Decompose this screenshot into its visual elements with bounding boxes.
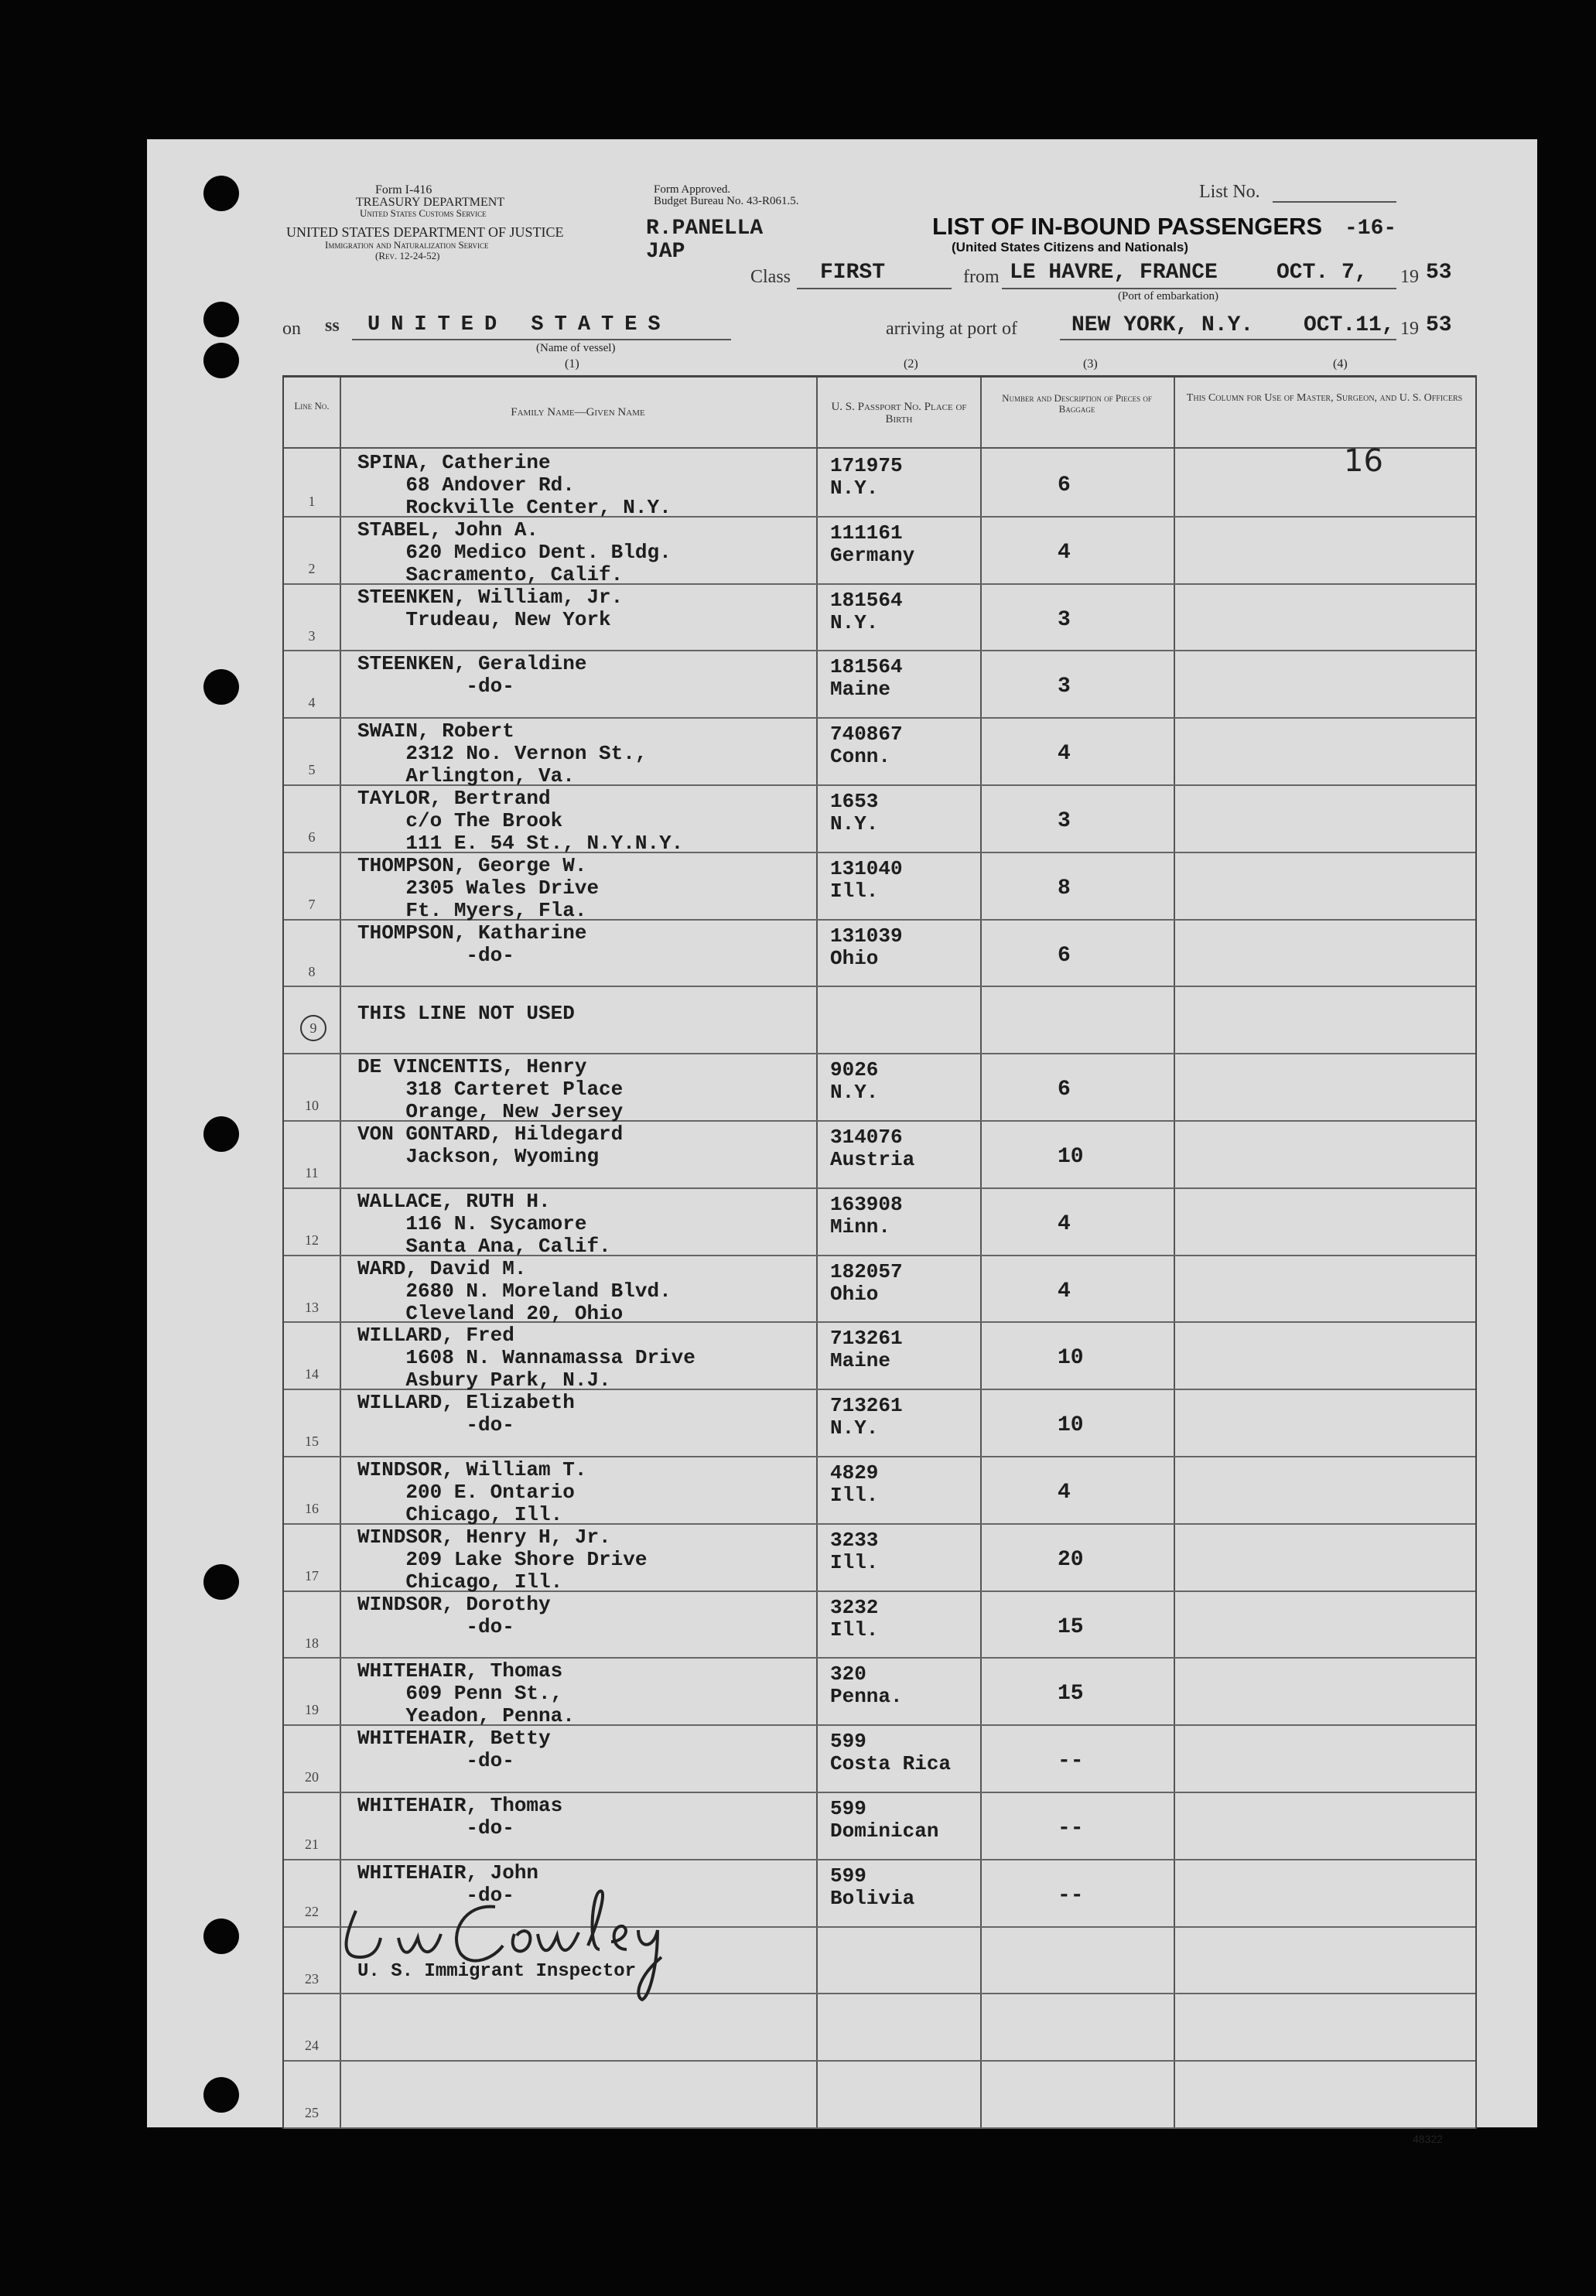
- col-header-line: Line No.: [294, 400, 330, 412]
- passenger-name-address: SPINA, Catherine 68 Andover Rd. Rockville Center, N.Y.: [357, 451, 672, 519]
- passport-birthplace: 131039 Ohio: [830, 924, 903, 970]
- passport-birthplace: 111161 Germany: [830, 521, 915, 567]
- line-number: 7: [308, 896, 316, 912]
- from-line: [1002, 288, 1396, 289]
- inspector-signature: [333, 1872, 766, 2011]
- line-number: 22: [305, 1903, 319, 1919]
- column-number-4: (4): [1333, 357, 1348, 371]
- arrival-line: [1060, 339, 1396, 340]
- list-no-label: List No.: [1199, 182, 1260, 202]
- row-divider: [284, 1792, 1475, 1793]
- column-number-3: (3): [1083, 357, 1098, 371]
- baggage-count: 3: [1058, 675, 1071, 699]
- col-header-officers: This Column for Use of Master, Surgeon, and U. S. Officers: [1186, 392, 1463, 404]
- embark-year: 53: [1426, 261, 1452, 285]
- class-line: [797, 288, 952, 289]
- baggage-count: 10: [1058, 1413, 1084, 1438]
- baggage-count: 4: [1058, 742, 1071, 767]
- agent-name: R.PANELLA: [646, 217, 764, 241]
- line-number: 17: [305, 1567, 319, 1584]
- baggage-count: 6: [1058, 473, 1071, 497]
- line-number: 12: [305, 1232, 319, 1248]
- passenger-name-address: THIS LINE NOT USED: [357, 1002, 575, 1026]
- embark-year-prefix: 19: [1400, 267, 1419, 287]
- arrival-port: NEW YORK, N.Y.: [1071, 313, 1254, 337]
- form-number: Form I-416: [375, 183, 432, 196]
- col-divider: [340, 378, 341, 2127]
- embark-port: LE HAVRE, FRANCE: [1010, 261, 1218, 285]
- baggage-count: --: [1058, 1749, 1084, 1774]
- passenger-name-address: DE VINCENTIS, Henry 318 Carteret Place Orange, New Jersey: [357, 1055, 624, 1124]
- passenger-table: [282, 375, 1477, 2129]
- on-label: on: [282, 319, 301, 339]
- passenger-name-address: WARD, David M. 2680 N. Moreland Blvd. Cleveland 20, Ohio: [357, 1256, 672, 1325]
- passport-birthplace: 713261 N.Y.: [830, 1394, 903, 1440]
- list-no-line: [1273, 201, 1396, 203]
- col-header-name: Family Name—Given Name: [511, 406, 645, 419]
- line-number: 24: [305, 2038, 319, 2054]
- passport-birthplace: 3232 Ill.: [830, 1595, 879, 1642]
- passport-birthplace: 181564 N.Y.: [830, 588, 903, 634]
- passenger-name-address: WALLACE, RUTH H. 116 N. Sycamore Santa Ana, Calif.: [357, 1189, 611, 1258]
- line-number: 20: [305, 1769, 319, 1785]
- baggage-count: 15: [1058, 1614, 1084, 1639]
- passenger-name-address: WHITEHAIR, John -do-: [357, 1860, 539, 1907]
- row-divider: [284, 1456, 1475, 1457]
- agent-initials: JAP: [646, 240, 685, 264]
- passenger-name-address: STABEL, John A. 620 Medico Dent. Bldg. Sacramento, Calif.: [357, 518, 672, 586]
- manifest-title: LIST OF IN-BOUND PASSENGERS: [932, 213, 1323, 240]
- passenger-name-address: STEENKEN, Geraldine -do-: [357, 652, 587, 699]
- passenger-name-address: U. S. Immigrant Inspector: [357, 1960, 637, 1982]
- line-number: 10: [305, 1098, 319, 1114]
- line-number: 15: [305, 1433, 319, 1450]
- passport-birthplace: 599 Dominican: [830, 1797, 939, 1843]
- manifest-subtitle: (United States Citizens and Nationals): [952, 240, 1189, 255]
- baggage-count: 4: [1058, 1211, 1071, 1236]
- line-number: 9: [300, 1015, 326, 1041]
- punch-hole: [203, 1918, 239, 1954]
- budget-bureau: Budget Bureau No. 43-R061.5.: [654, 195, 799, 207]
- passenger-name-address: WHITEHAIR, Betty -do-: [357, 1727, 551, 1773]
- passport-birthplace: 740867 Conn.: [830, 723, 903, 769]
- form-approved: Form Approved.: [654, 183, 731, 196]
- baggage-count: 8: [1058, 876, 1071, 900]
- row-divider: [284, 717, 1475, 719]
- punch-hole: [203, 176, 239, 211]
- baggage-count: --: [1058, 1816, 1084, 1840]
- passport-birthplace: 1653 N.Y.: [830, 790, 879, 835]
- arrival-year: 53: [1426, 313, 1452, 337]
- baggage-count: 3: [1058, 809, 1071, 833]
- manifest-page: [147, 139, 1537, 2145]
- baggage-count: 4: [1058, 540, 1071, 565]
- row-divider: [284, 1657, 1475, 1659]
- passenger-name-address: THOMPSON, Katharine -do-: [357, 921, 587, 967]
- baggage-count: 10: [1058, 1346, 1084, 1371]
- passport-birthplace: 4829 Ill.: [830, 1461, 879, 1507]
- footer-code: 48322: [1413, 2133, 1443, 2145]
- embark-caption: (Port of embarkation): [1118, 290, 1218, 302]
- passport-birthplace: 182057 Ohio: [830, 1259, 903, 1306]
- class-value: FIRST: [820, 261, 886, 285]
- punch-hole: [203, 669, 239, 705]
- list-no-value: -16-: [1345, 217, 1397, 241]
- vessel-line: [352, 339, 731, 340]
- passport-birthplace: 9026 N.Y.: [830, 1058, 879, 1105]
- from-label: from: [963, 267, 1000, 287]
- baggage-count: 6: [1058, 1078, 1071, 1102]
- passenger-name-address: WHITEHAIR, Thomas -do-: [357, 1794, 563, 1840]
- baggage-count: 6: [1058, 943, 1071, 968]
- passport-birthplace: 131040 Ill.: [830, 856, 903, 903]
- dept-justice: UNITED STATES DEPARTMENT OF JUSTICE: [286, 224, 564, 240]
- class-label: Class: [750, 267, 791, 287]
- passenger-name-address: STEENKEN, William, Jr. Trudeau, New York: [357, 585, 624, 631]
- line-number: 5: [308, 762, 316, 778]
- passenger-name-address: WINDSOR, William T. 200 E. Ontario Chicago, Ill.: [357, 1458, 587, 1526]
- dept-treasury: TREASURY DEPARTMENT: [356, 196, 505, 209]
- column-number-1: (1): [565, 357, 579, 371]
- baggage-count: 15: [1058, 1682, 1084, 1707]
- passport-birthplace: 3233 Ill.: [830, 1528, 879, 1574]
- arrival-date: OCT.11,: [1304, 313, 1395, 337]
- line-number: 3: [308, 627, 316, 644]
- passport-birthplace: 320 Penna.: [830, 1662, 903, 1709]
- passport-birthplace: 314076 Austria: [830, 1126, 915, 1171]
- passport-birthplace: 599 Costa Rica: [830, 1730, 952, 1776]
- row-divider: [284, 1187, 1475, 1189]
- passenger-name-address: SWAIN, Robert 2312 No. Vernon St., Arlington, Va.: [357, 719, 648, 788]
- row-divider: [284, 1859, 1475, 1860]
- passenger-name-address: WINDSOR, Henry H, Jr. 209 Lake Shore Drive Chicago, Ill.: [357, 1525, 648, 1594]
- line-number: 11: [305, 1165, 319, 1180]
- baggage-count: --: [1058, 1883, 1084, 1908]
- baggage-count: 10: [1058, 1145, 1084, 1169]
- vessel-name: UNITED STATES: [367, 313, 672, 337]
- passport-birthplace: 171975 N.Y.: [830, 454, 903, 500]
- punch-hole: [203, 343, 239, 378]
- revision: (Rev. 12-24-52): [375, 250, 440, 261]
- line-number: 8: [308, 963, 316, 979]
- passport-birthplace: 163908 Minn.: [830, 1192, 903, 1239]
- line-number: 13: [305, 1299, 319, 1315]
- ss-label: ss: [325, 316, 340, 336]
- line-number: 2: [308, 560, 316, 576]
- baggage-count: 4: [1058, 1481, 1071, 1505]
- passenger-name-address: THOMPSON, George W. 2305 Wales Drive Ft. Myers, Fla.: [357, 853, 600, 922]
- customs-service: United States Customs Service: [360, 207, 487, 219]
- baggage-count: 4: [1058, 1279, 1071, 1303]
- col-divider: [816, 378, 818, 2127]
- line-number: 16: [305, 1501, 319, 1516]
- line-number: 25: [305, 2105, 319, 2121]
- row-divider: [284, 1053, 1475, 1054]
- line-number: 23: [305, 1970, 319, 1987]
- punch-hole: [203, 1564, 239, 1600]
- line-number: 21: [305, 1836, 319, 1852]
- line-number: 19: [305, 1702, 319, 1718]
- row-divider: [284, 2060, 1475, 2062]
- col-header-passport: U. S. Passport No. Place of Birth: [831, 401, 967, 425]
- row-divider: [284, 2127, 1475, 2129]
- line-number: 14: [305, 1366, 319, 1382]
- row-divider: [284, 986, 1475, 987]
- passenger-name-address: WILLARD, Elizabeth -do-: [357, 1391, 575, 1437]
- line-number: 1: [308, 494, 316, 509]
- baggage-count: 20: [1058, 1547, 1084, 1572]
- line-number: 6: [308, 829, 316, 845]
- officer-note: 16: [1344, 443, 1383, 479]
- col-divider: [980, 378, 982, 2127]
- col-header-baggage: Number and Description of Pieces of Baggage: [1002, 392, 1152, 415]
- passport-birthplace: 713261 Maine: [830, 1327, 903, 1373]
- arrival-year-prefix: 19: [1400, 319, 1419, 339]
- passport-birthplace: 599 Bolivia: [830, 1864, 915, 1910]
- passenger-name-address: WINDSOR, Dorothy -do-: [357, 1592, 551, 1638]
- passenger-name-address: VON GONTARD, Hildegard Jackson, Wyoming: [357, 1122, 624, 1168]
- punch-hole: [203, 302, 239, 337]
- vessel-caption: (Name of vessel): [536, 342, 616, 354]
- column-number-2: (2): [904, 357, 918, 371]
- passenger-name-address: WILLARD, Fred 1608 N. Wannamassa Drive Asbury Park, N.J.: [357, 1324, 695, 1392]
- line-number: 18: [305, 1635, 319, 1651]
- ins-service: Immigration and Naturalization Service: [325, 239, 489, 251]
- passenger-name-address: TAYLOR, Bertrand c/o The Brook 111 E. 54 St., N.Y.N.Y.: [357, 787, 684, 855]
- passport-birthplace: 181564 Maine: [830, 655, 903, 702]
- embark-date: OCT. 7,: [1276, 261, 1368, 285]
- baggage-count: 3: [1058, 607, 1071, 632]
- punch-hole: [203, 2077, 239, 2113]
- punch-hole: [203, 1116, 239, 1152]
- line-number: 4: [308, 695, 316, 711]
- col-divider: [1174, 378, 1175, 2127]
- row-divider: [284, 650, 1475, 651]
- passenger-name-address: WHITEHAIR, Thomas 609 Penn St., Yeadon, Penna.: [357, 1659, 575, 1728]
- arriving-label: arriving at port of: [886, 319, 1017, 339]
- header-divider: [284, 447, 1475, 449]
